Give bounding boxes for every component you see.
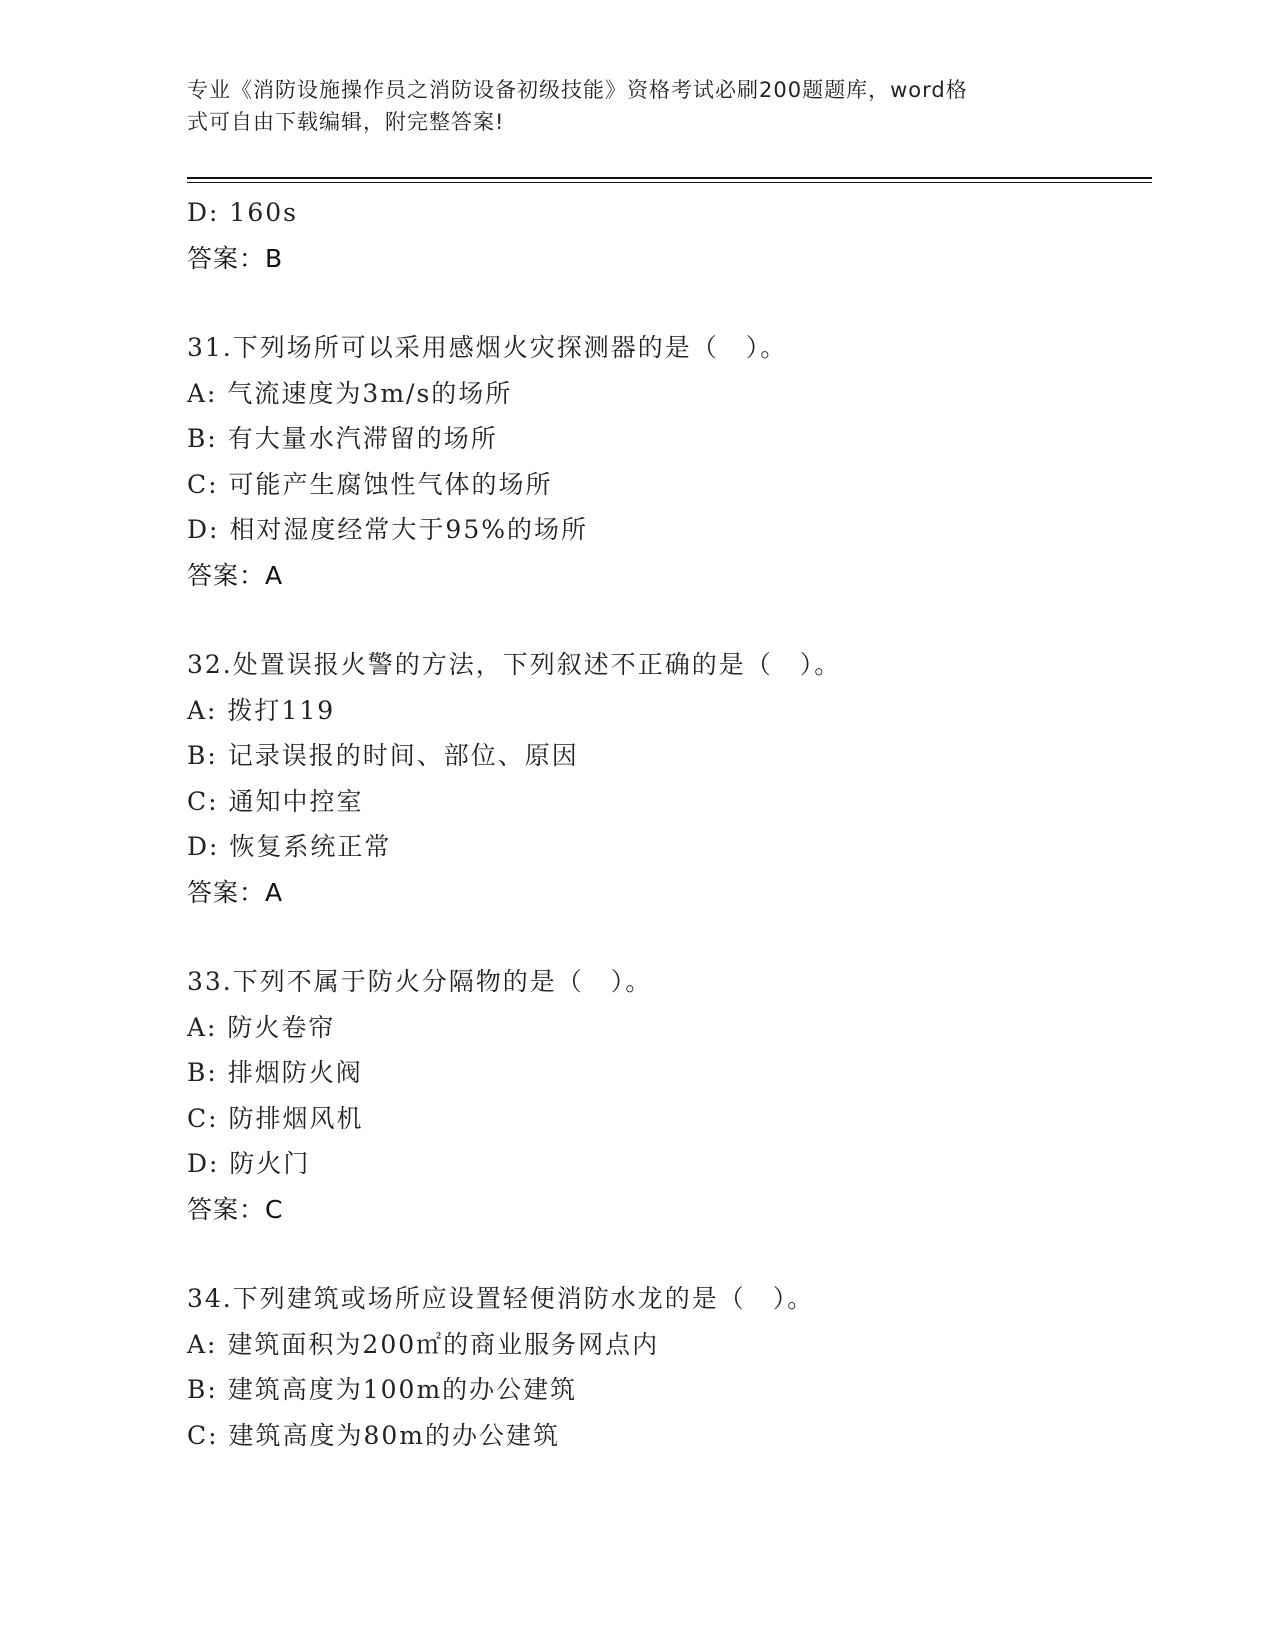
answer: 答案：A (187, 877, 284, 907)
question-31 (187, 325, 1147, 598)
spacer (187, 1232, 1147, 1276)
header-rule-thick (187, 177, 1152, 179)
option-c: C: 通知中控室 (187, 786, 364, 816)
question-stem: 34.下列建筑或场所应设置轻便消防水龙的是（ ）。 (187, 1284, 815, 1313)
header-line-2: 式可自由下载编辑，附完整答案! (187, 110, 505, 134)
option-a: A: 气流速度为3m/s的场所 (187, 378, 513, 408)
answer: 答案：C (187, 1194, 284, 1224)
option-b: B: 记录误报的时间、部位、原因 (187, 741, 579, 770)
question-stem: 32.处置误报火警的方法，下列叙述不正确的是（ ）。 (187, 650, 842, 679)
option-d: D: 防火门 (187, 1149, 311, 1178)
option-b: B: 有大量水汽滞留的场所 (187, 424, 498, 453)
option-c: C: 可能产生腐蚀性气体的场所 (187, 469, 553, 499)
spacer (187, 598, 1147, 642)
question-33 (187, 959, 1147, 1232)
lead-option-d: D: 160s (187, 198, 298, 227)
spacer (187, 915, 1147, 959)
page-header (187, 74, 1067, 138)
option-a: A: 建筑面积为200㎡的商业服务网点内 (187, 1329, 660, 1359)
option-a: A: 防火卷帘 (187, 1012, 336, 1042)
header-line-1: 专业《消防设施操作员之消防设备初级技能》资格考试必刷200题题库，word格 (187, 78, 968, 102)
question-stem: 33.下列不属于防火分隔物的是（ ）。 (187, 967, 653, 996)
option-b: B: 排烟防火阀 (187, 1058, 363, 1087)
question-content (187, 190, 1147, 1458)
question-32 (187, 642, 1147, 915)
option-b: B: 建筑高度为100m的办公建筑 (187, 1375, 578, 1404)
option-c: C: 建筑高度为80m的办公建筑 (187, 1420, 561, 1450)
question-stem: 31.下列场所可以采用感烟火灾探测器的是（ ）。 (187, 333, 788, 362)
header-rule-thin (187, 182, 1152, 183)
option-d: D: 恢复系统正常 (187, 832, 392, 861)
spacer (187, 281, 1147, 325)
option-c: C: 防排烟风机 (187, 1103, 364, 1133)
option-a: A: 拨打119 (187, 695, 336, 725)
answer: 答案：A (187, 560, 284, 590)
question-34 (187, 1276, 1147, 1458)
option-d: D: 相对湿度经常大于95%的场所 (187, 515, 588, 544)
lead-answer: 答案：B (187, 243, 284, 273)
